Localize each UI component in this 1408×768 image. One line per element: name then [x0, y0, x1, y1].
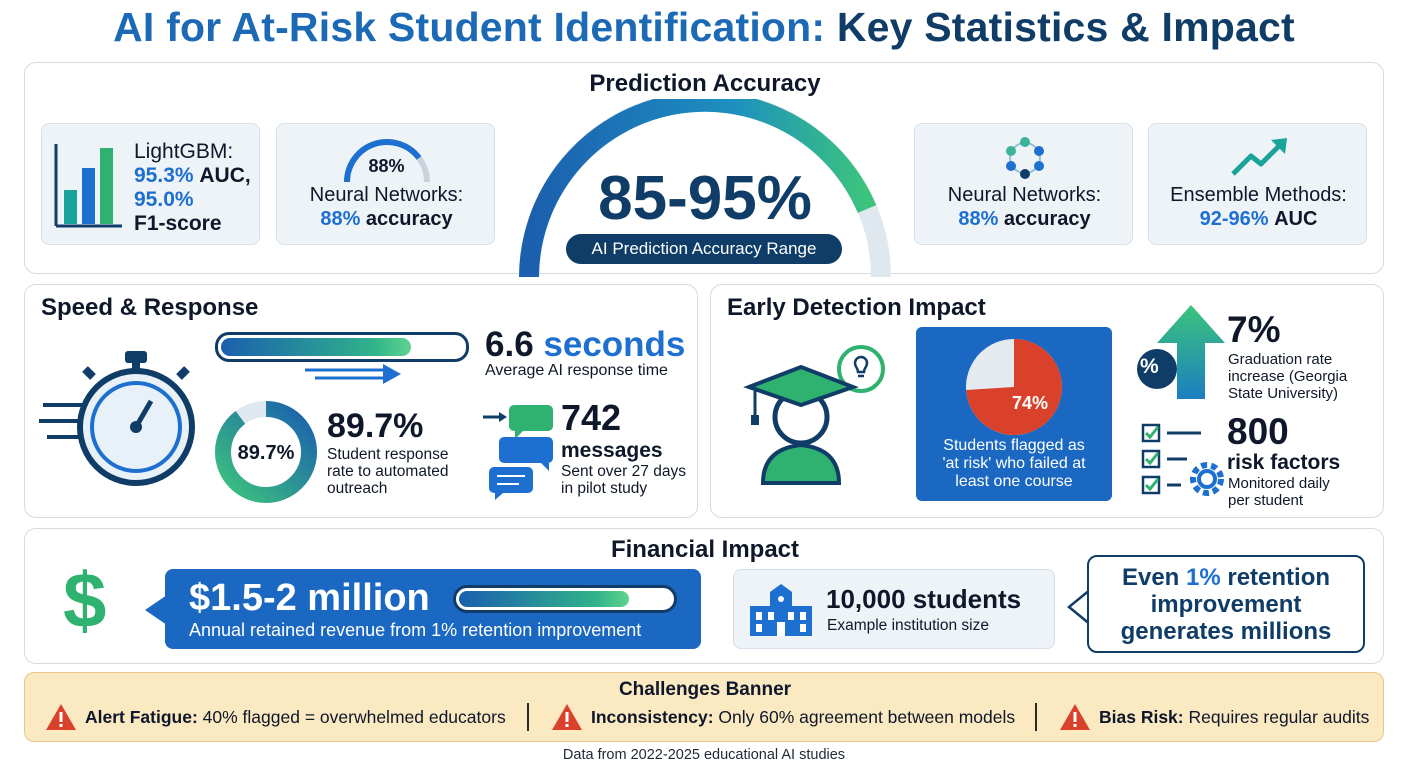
revenue-label: Annual retained revenue from 1% retention improvement [189, 620, 642, 640]
early-detection-title: Early Detection Impact [727, 294, 986, 321]
grad-rate-label-2: increase (Georgia [1228, 368, 1348, 385]
grad-rate-label-1: Graduation rate [1228, 351, 1333, 368]
title-part-2: Key Statistics & Impact [836, 4, 1295, 50]
warning-icon [1059, 703, 1091, 731]
at-risk-pie-value: 74% [1012, 393, 1049, 413]
dollar-icon: $ [63, 556, 107, 644]
neural-gauge-value: 88% [368, 156, 405, 176]
ensemble-card [1148, 123, 1367, 245]
response-time-bar [215, 332, 469, 362]
institution-size-card [733, 569, 1055, 649]
messages-sub-1: Sent over 27 days [561, 463, 686, 480]
neural-network-card-2 [914, 123, 1133, 245]
grad-rate-label-3: State University) [1228, 385, 1339, 402]
response-rate-label-3: outreach [327, 480, 388, 497]
graduate-student-icon [729, 343, 899, 493]
speed-response-title: Speed & Response [41, 294, 259, 321]
callout-line-1a: Even [1121, 564, 1186, 591]
risk-factors-sub-2: per student [1228, 492, 1304, 509]
at-risk-caption-3: least one course [955, 473, 1073, 490]
challenge-1-text: 40% flagged = overwhelmed educators [197, 707, 506, 727]
callout-line-3: generates millions [1120, 618, 1332, 645]
institution-size-value: 10,000 students [826, 584, 1022, 614]
growth-arrow-icon [1129, 303, 1229, 403]
neural-network-card-1 [276, 123, 495, 245]
grad-rate-value: 7% [1227, 309, 1281, 350]
at-risk-pie-card [916, 327, 1112, 501]
callout-line-1c: retention [1220, 564, 1331, 591]
at-risk-caption-1: Students flagged as [943, 437, 1085, 454]
callout-line-1b: 1% [1186, 564, 1221, 591]
stopwatch-icon [39, 349, 199, 489]
at-risk-caption-2: 'at risk' who failed at [942, 455, 1086, 472]
callout-line-2: improvement [1150, 591, 1302, 618]
neural-1-acc: 88% [320, 208, 361, 230]
network-nodes-icon [1001, 134, 1049, 182]
page-title [0, 4, 1408, 51]
title-part-1: AI for At-Risk Student Identification: [113, 4, 826, 50]
challenges-banner [24, 672, 1384, 742]
challenge-3-title: Bias Risk: [1099, 707, 1184, 727]
challenges-title: Challenges Banner [618, 679, 792, 700]
challenge-divider [527, 703, 529, 731]
at-risk-pie [964, 337, 1064, 437]
lightgbm-f1-value: 95.0% [134, 188, 194, 211]
institution-size-label: Example institution size [827, 617, 989, 634]
bar-chart-icon [52, 140, 124, 230]
ensemble-auc: 92-96% [1199, 208, 1269, 230]
response-rate-label-1: Student response [327, 446, 449, 463]
revenue-value: $1.5-2 million [189, 577, 430, 619]
millions-callout [1087, 555, 1365, 653]
warning-icon [45, 703, 77, 731]
response-rate-ring-label: 89.7% [237, 442, 295, 464]
accuracy-range-value: 85-95% [598, 164, 812, 233]
challenge-2-title: Inconsistency: [591, 707, 714, 727]
early-detection-panel [710, 284, 1384, 518]
risk-factors-value: 800 [1227, 411, 1289, 452]
messages-sub-2: in pilot study [561, 480, 648, 497]
revenue-box [165, 569, 701, 649]
challenge-2-text: Only 60% agreement between models [713, 707, 1016, 727]
warning-icon [551, 703, 583, 731]
lightgbm-f1-label: F1-score [134, 212, 222, 235]
response-rate-label-2: rate to automated [327, 463, 449, 480]
financial-impact-panel [24, 528, 1384, 664]
accuracy-range-caption: AI Prediction Accuracy Range [566, 234, 842, 264]
lightgbm-name: LightGBM: [134, 140, 234, 163]
challenge-3-text: Requires regular audits [1183, 707, 1370, 727]
messages-label: messages [561, 439, 663, 462]
arrow-right-icon [305, 362, 405, 388]
school-building-icon [746, 582, 816, 638]
revenue-bar [453, 585, 677, 613]
risk-factors-sub-1: Monitored daily [1228, 475, 1330, 492]
response-rate-value: 89.7% [327, 407, 424, 445]
chat-messages-icon [481, 401, 561, 501]
ensemble-label: Ensemble Methods: [1170, 184, 1347, 206]
response-time-label: Average AI response time [485, 362, 668, 379]
prediction-accuracy-panel [24, 62, 1384, 274]
callout-pointer-left [145, 595, 167, 625]
neural-1-acc-label: accuracy [365, 208, 453, 230]
challenge-divider [1035, 703, 1037, 731]
lightgbm-card [41, 123, 260, 245]
response-time-unit: seconds [543, 325, 686, 364]
ensemble-auc-label: AUC [1274, 208, 1318, 230]
checklist-gear-icon [1141, 421, 1231, 501]
neural-2-acc: 88% [958, 208, 999, 230]
footer-source: Data from 2022-2025 educational AI studies [562, 747, 846, 763]
challenge-1-title: Alert Fatigue: [85, 707, 198, 727]
neural-2-label: Neural Networks: [947, 184, 1102, 206]
financial-impact-title: Financial Impact [610, 536, 800, 563]
neural-2-acc-label: accuracy [1003, 208, 1091, 230]
trend-up-icon [1229, 136, 1289, 180]
speed-response-panel [24, 284, 698, 518]
messages-value: 742 [561, 397, 622, 438]
lightgbm-auc-value: 95.3% [134, 164, 194, 187]
response-time-value: 6.6 [485, 325, 534, 364]
percent-badge: % [1140, 355, 1159, 378]
prediction-accuracy-title: Prediction Accuracy [589, 70, 821, 97]
risk-factors-label: risk factors [1227, 451, 1341, 474]
lightgbm-auc-label: AUC, [199, 164, 251, 187]
neural-1-label: Neural Networks: [309, 184, 464, 206]
